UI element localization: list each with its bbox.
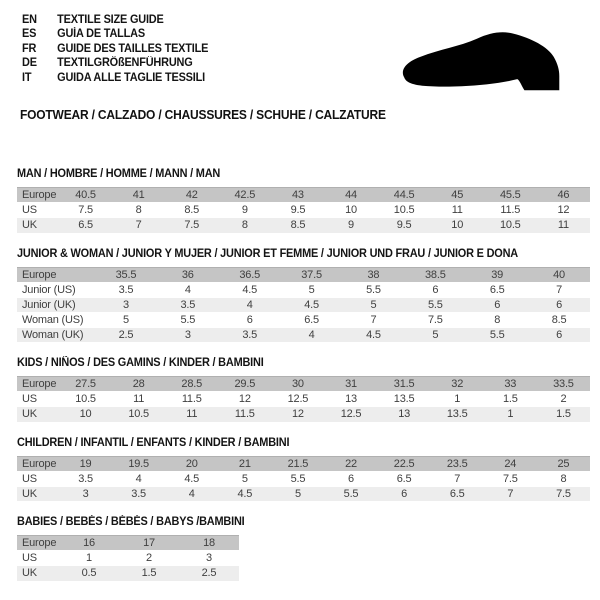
table-row	[17, 327, 590, 342]
size-value-cell: 6	[466, 297, 528, 312]
size-value-cell: 3.5	[59, 471, 112, 486]
row-label: Europe	[17, 377, 59, 392]
size-value-cell: 11.5	[218, 407, 271, 422]
size-table-junior-woman	[17, 267, 590, 343]
language-row-fr	[22, 42, 208, 56]
size-value-cell: 6	[404, 282, 466, 297]
row-label: US	[17, 551, 59, 566]
table-row	[17, 267, 590, 282]
size-value-cell: 43	[271, 188, 324, 203]
size-value-cell: 1.5	[484, 392, 537, 407]
size-value-cell: 17	[119, 536, 179, 551]
size-value-cell: 8	[112, 203, 165, 218]
section-junior-woman	[17, 247, 590, 343]
section-children	[17, 436, 590, 502]
size-value-cell: 40	[528, 267, 590, 282]
size-value-cell: 25	[537, 456, 590, 471]
size-value-cell: 2	[537, 392, 590, 407]
language-row-en	[22, 13, 208, 27]
size-value-cell: 5	[95, 312, 157, 327]
size-value-cell: 44.5	[378, 188, 431, 203]
size-value-cell: 3.5	[112, 486, 165, 501]
row-label: Woman (UK)	[17, 327, 95, 342]
size-value-cell: 9	[218, 203, 271, 218]
section-title: CHILDREN / INFANTIL / ENFANTS / KINDER / BAMBINI	[17, 436, 290, 449]
size-value-cell: 2.5	[95, 327, 157, 342]
size-value-cell: 8.5	[271, 218, 324, 233]
row-label: Europe	[17, 267, 95, 282]
size-value-cell: 9	[324, 218, 377, 233]
size-value-cell: 1.5	[119, 566, 179, 581]
size-table-children	[17, 456, 590, 502]
table-row	[17, 392, 590, 407]
shoe-icon	[396, 30, 578, 96]
size-value-cell: 16	[59, 536, 119, 551]
table-row	[17, 203, 590, 218]
language-label: TEXTILGRÖßENFÜHRUNG	[57, 57, 193, 70]
size-value-cell: 38.5	[404, 267, 466, 282]
size-value-cell: 5.5	[324, 486, 377, 501]
size-value-cell: 12.5	[271, 392, 324, 407]
language-label: GUIDE DES TAILLES TEXTILE	[57, 42, 209, 55]
size-value-cell: 36	[157, 267, 219, 282]
size-value-cell: 5	[343, 297, 405, 312]
size-value-cell: 3.5	[219, 327, 281, 342]
section-title: MAN / HOMBRE / HOMME / MANN / MAN	[17, 168, 221, 180]
size-value-cell: 12	[537, 203, 590, 218]
size-value-cell: 6	[378, 486, 431, 501]
row-label: UK	[17, 407, 59, 422]
size-value-cell: 3	[95, 297, 157, 312]
size-value-cell: 12	[218, 392, 271, 407]
size-value-cell: 44	[324, 188, 377, 203]
section-man	[17, 167, 590, 233]
size-value-cell: 6.5	[466, 282, 528, 297]
table-row	[17, 188, 590, 203]
size-value-cell: 4.5	[281, 297, 343, 312]
size-value-cell: 11	[537, 218, 590, 233]
language-code: DE	[22, 57, 37, 70]
size-value-cell: 39	[466, 267, 528, 282]
language-code: ES	[22, 28, 37, 41]
size-value-cell: 8	[218, 218, 271, 233]
table-row	[17, 486, 590, 501]
section-kids	[17, 356, 590, 422]
section-title: KIDS / NIÑOS / DES GAMINS / KINDER / BAMBINI	[17, 357, 264, 369]
size-value-cell: 4	[219, 297, 281, 312]
size-value-cell: 45	[431, 188, 484, 203]
language-label: GUÍA DE TALLAS	[57, 28, 145, 41]
section-title: JUNIOR & WOMAN / JUNIOR Y MUJER / JUNIOR ET FEMME / JUNIOR UND FRAU / JUNIOR E DONA	[17, 247, 518, 260]
table-row	[17, 471, 590, 486]
size-value-cell: 10	[59, 407, 112, 422]
size-value-cell: 11	[431, 203, 484, 218]
size-value-cell: 4	[281, 327, 343, 342]
size-value-cell: 7	[431, 471, 484, 486]
size-value-cell: 1	[484, 407, 537, 422]
row-label: US	[17, 392, 59, 407]
size-value-cell: 8.5	[165, 203, 218, 218]
language-row-es	[22, 27, 208, 41]
size-value-cell: 13.5	[431, 407, 484, 422]
size-value-cell: 12.5	[324, 407, 377, 422]
table-row	[17, 536, 239, 551]
row-label: UK	[17, 486, 59, 501]
size-value-cell: 3	[157, 327, 219, 342]
size-value-cell: 1	[59, 551, 119, 566]
size-value-cell: 10	[431, 218, 484, 233]
language-code: EN	[22, 14, 37, 26]
size-value-cell: 38	[343, 267, 405, 282]
size-value-cell: 4	[165, 486, 218, 501]
table-row	[17, 377, 590, 392]
size-value-cell: 19.5	[112, 456, 165, 471]
size-table-kids	[17, 376, 590, 422]
size-value-cell: 7	[484, 486, 537, 501]
size-value-cell: 18	[179, 536, 239, 551]
size-value-cell: 8	[466, 312, 528, 327]
table-row	[17, 456, 590, 471]
size-value-cell: 5	[271, 486, 324, 501]
size-value-cell: 7	[528, 282, 590, 297]
size-value-cell: 31	[324, 377, 377, 392]
size-value-cell: 1.5	[537, 407, 590, 422]
row-label: US	[17, 203, 59, 218]
size-value-cell: 11	[112, 392, 165, 407]
size-value-cell: 4	[112, 471, 165, 486]
language-list	[22, 13, 218, 85]
size-value-cell: 6	[324, 471, 377, 486]
size-value-cell: 10.5	[59, 392, 112, 407]
size-value-cell: 5	[404, 327, 466, 342]
size-value-cell: 7.5	[484, 471, 537, 486]
size-value-cell: 21.5	[271, 456, 324, 471]
size-value-cell: 6	[528, 327, 590, 342]
row-label: UK	[17, 218, 59, 233]
size-value-cell: 4.5	[219, 282, 281, 297]
size-value-cell: 28	[112, 377, 165, 392]
size-value-cell: 42.5	[218, 188, 271, 203]
size-value-cell: 3	[59, 486, 112, 501]
size-value-cell: 10.5	[112, 407, 165, 422]
language-row-it	[22, 71, 208, 85]
size-value-cell: 21	[218, 456, 271, 471]
size-value-cell: 35.5	[95, 267, 157, 282]
table-row	[17, 297, 590, 312]
size-value-cell: 29.5	[218, 377, 271, 392]
size-value-cell: 32	[431, 377, 484, 392]
size-value-cell: 7.5	[537, 486, 590, 501]
table-row	[17, 282, 590, 297]
size-value-cell: 4.5	[165, 471, 218, 486]
size-value-cell: 37.5	[281, 267, 343, 282]
language-label: TEXTILE SIZE GUIDE	[57, 14, 164, 26]
size-value-cell: 5	[218, 471, 271, 486]
size-value-cell: 5.5	[343, 282, 405, 297]
row-label: Europe	[17, 536, 59, 551]
size-value-cell: 7.5	[59, 203, 112, 218]
table-row	[17, 551, 239, 566]
size-value-cell: 9.5	[271, 203, 324, 218]
size-value-cell: 4.5	[343, 327, 405, 342]
size-value-cell: 3.5	[157, 297, 219, 312]
language-code: IT	[22, 71, 32, 84]
size-value-cell: 5	[281, 282, 343, 297]
size-value-cell: 7	[112, 218, 165, 233]
size-value-cell: 28.5	[165, 377, 218, 392]
section-babies	[17, 515, 590, 581]
size-value-cell: 10.5	[378, 203, 431, 218]
size-value-cell: 22.5	[378, 456, 431, 471]
row-label: Woman (US)	[17, 312, 95, 327]
size-value-cell: 11.5	[484, 203, 537, 218]
size-value-cell: 40.5	[59, 188, 112, 203]
size-value-cell: 2.5	[179, 566, 239, 581]
size-value-cell: 5.5	[404, 297, 466, 312]
table-row	[17, 218, 590, 233]
language-label: GUIDA ALLE TAGLIE TESSILI	[57, 71, 205, 84]
size-value-cell: 6.5	[59, 218, 112, 233]
size-value-cell: 30	[271, 377, 324, 392]
size-value-cell: 5.5	[271, 471, 324, 486]
size-value-cell: 33	[484, 377, 537, 392]
size-value-cell: 33.5	[537, 377, 590, 392]
size-value-cell: 41	[112, 188, 165, 203]
row-label: Junior (UK)	[17, 297, 95, 312]
size-value-cell: 23.5	[431, 456, 484, 471]
size-value-cell: 10.5	[484, 218, 537, 233]
size-table-babies	[17, 535, 239, 581]
size-value-cell: 27.5	[59, 377, 112, 392]
size-value-cell: 46	[537, 188, 590, 203]
table-row	[17, 312, 590, 327]
language-row-de	[22, 56, 208, 70]
size-value-cell: 6	[528, 297, 590, 312]
size-value-cell: 12	[271, 407, 324, 422]
size-value-cell: 22	[324, 456, 377, 471]
size-value-cell: 6.5	[281, 312, 343, 327]
size-value-cell: 31.5	[378, 377, 431, 392]
size-value-cell: 13	[378, 407, 431, 422]
row-label: UK	[17, 566, 59, 581]
size-value-cell: 5.5	[157, 312, 219, 327]
size-value-cell: 11.5	[165, 392, 218, 407]
size-value-cell: 7	[343, 312, 405, 327]
size-value-cell: 42	[165, 188, 218, 203]
language-code: FR	[22, 42, 37, 55]
size-value-cell: 24	[484, 456, 537, 471]
table-row	[17, 407, 590, 422]
size-value-cell: 19	[59, 456, 112, 471]
size-value-cell: 2	[119, 551, 179, 566]
row-label: Junior (US)	[17, 282, 95, 297]
size-value-cell: 1	[431, 392, 484, 407]
size-value-cell: 6.5	[378, 471, 431, 486]
size-value-cell: 7.5	[165, 218, 218, 233]
size-value-cell: 9.5	[378, 218, 431, 233]
size-value-cell: 36.5	[219, 267, 281, 282]
size-value-cell: 5.5	[466, 327, 528, 342]
row-label: Europe	[17, 188, 59, 203]
size-value-cell: 4	[157, 282, 219, 297]
category-heading: FOOTWEAR / CALZADO / CHAUSSURES / SCHUHE / CALZATURE	[20, 108, 386, 122]
row-label: US	[17, 471, 59, 486]
size-value-cell: 10	[324, 203, 377, 218]
size-value-cell: 7.5	[404, 312, 466, 327]
size-value-cell: 3	[179, 551, 239, 566]
size-value-cell: 6.5	[431, 486, 484, 501]
size-value-cell: 6	[219, 312, 281, 327]
size-tables-area	[17, 167, 590, 581]
size-value-cell: 45.5	[484, 188, 537, 203]
row-label: Europe	[17, 456, 59, 471]
size-table-man	[17, 187, 590, 233]
section-title: BABIES / BEBÉS / BÉBÉS / BABYS /BAMBINI	[17, 516, 245, 528]
size-value-cell: 8	[537, 471, 590, 486]
size-value-cell: 13	[324, 392, 377, 407]
size-value-cell: 11	[165, 407, 218, 422]
size-value-cell: 3.5	[95, 282, 157, 297]
size-value-cell: 4.5	[218, 486, 271, 501]
size-value-cell: 8.5	[528, 312, 590, 327]
table-row	[17, 566, 239, 581]
size-value-cell: 13.5	[378, 392, 431, 407]
size-value-cell: 20	[165, 456, 218, 471]
size-value-cell: 0.5	[59, 566, 119, 581]
